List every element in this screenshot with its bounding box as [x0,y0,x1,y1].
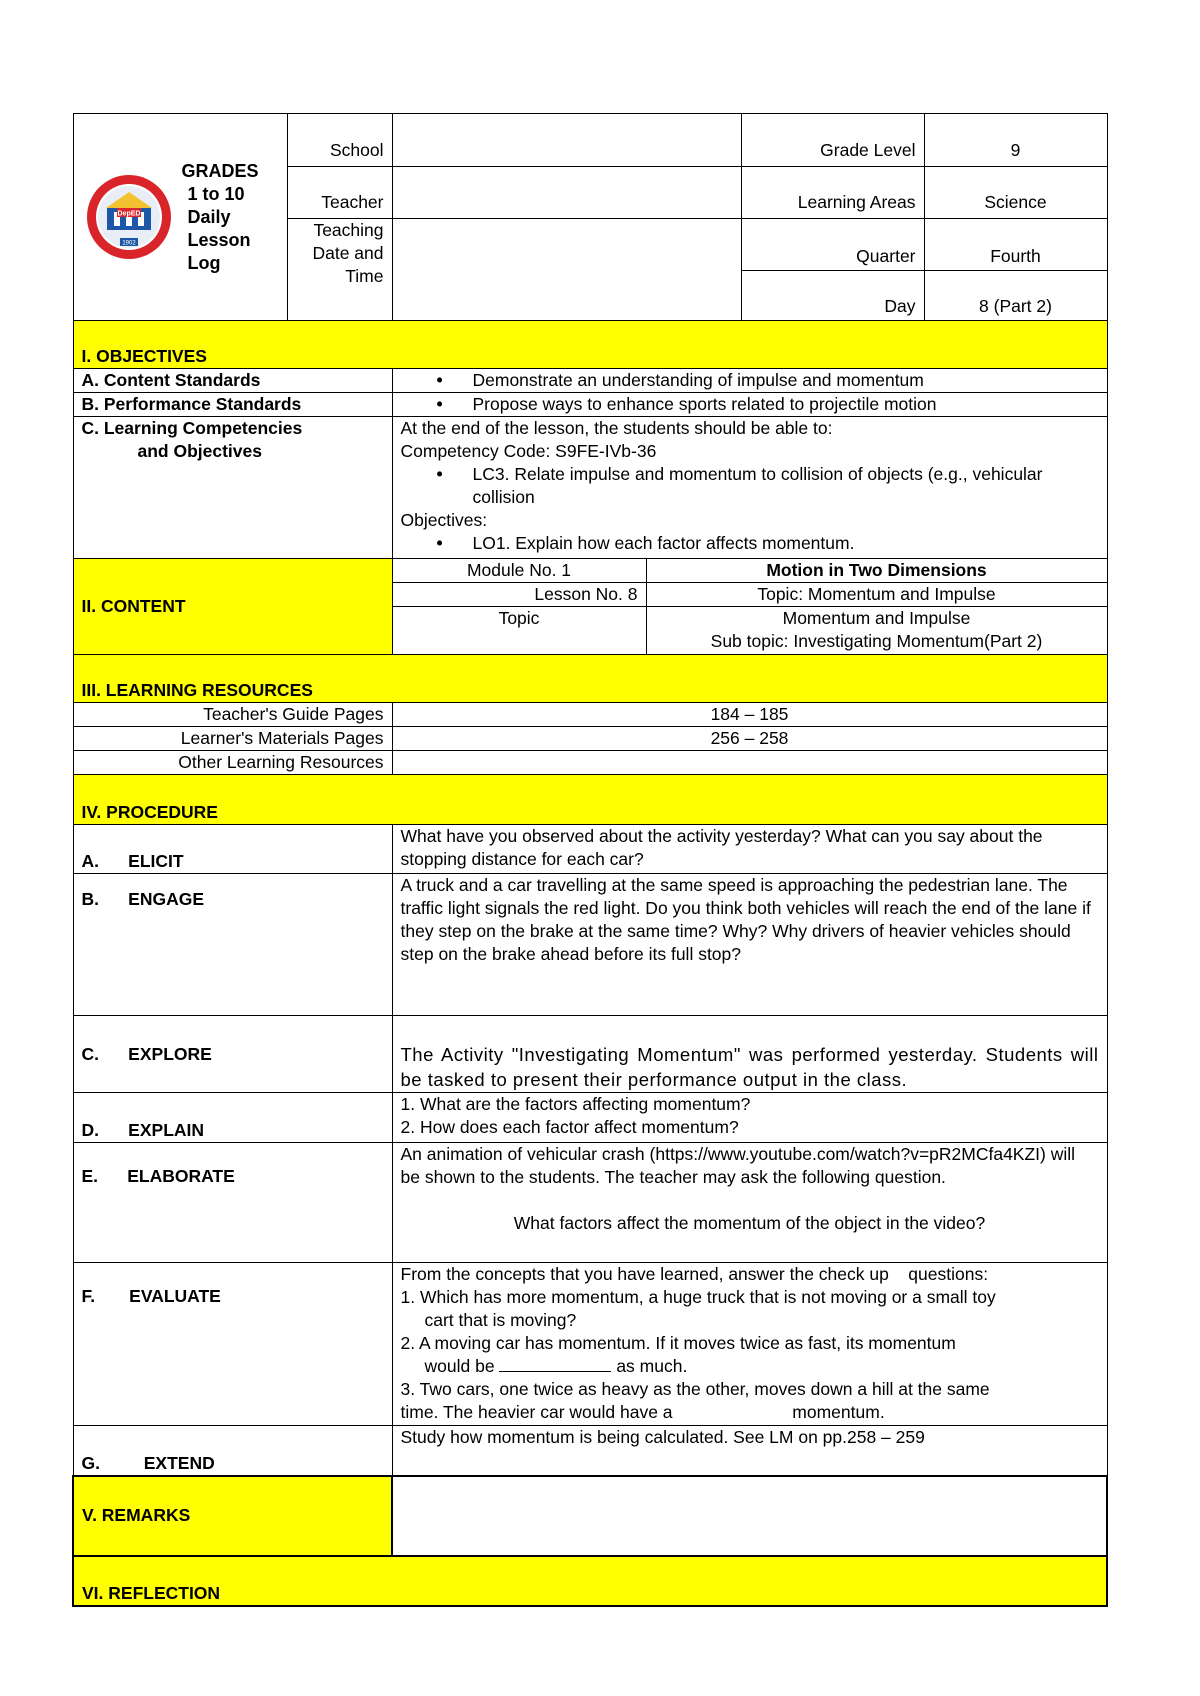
evaluate-question-3-cont [401,1401,1099,1424]
engage-text: A truck and a car travelling at the same speed is approaching the pedestrian lane. The traffic light signals the red light. Do you think both vehicles will reach the end of the lane if they step on the brake at the same time? Why? Why drivers of heavier vehicles should step on the brake ahead before its full stop? [392,874,1107,1016]
elaborate-text [392,1143,1107,1263]
performance-standards-bullet: • Propose ways to enhance sports related to projectile motion [473,393,1099,416]
title-line: Lesson [187,229,251,250]
teacher-value[interactable] [392,167,741,219]
date-label-line: Time [345,266,384,286]
explain-label: D. EXPLAIN [73,1093,392,1143]
teaching-date-label [287,219,392,321]
learning-resources-heading: III. LEARNING RESOURCES [73,655,1107,703]
lesson-label: Lesson No. 8 [392,583,646,607]
title-line: GRADES [181,160,259,181]
engage-label: B. ENGAGE [73,874,392,1016]
logo-year: 1902 [121,240,136,247]
competencies-label-line: C. Learning Competencies [81,418,303,438]
title-line: Daily [187,206,231,227]
teachers-guide-label: Teacher's Guide Pages [73,703,392,727]
learning-areas-value[interactable]: Science [924,167,1107,219]
lesson-log-table [72,113,1108,1607]
grade-level-value[interactable]: 9 [924,114,1107,167]
module-label: Module No. 1 [392,559,646,583]
title-line: 1 to 10 [187,183,245,204]
date-label-line: Date and [312,243,384,263]
teacher-label: Teacher [287,167,392,219]
quarter-label: Quarter [741,219,924,271]
procedure-heading: IV. PROCEDURE [73,775,1107,825]
reflection-heading: VI. REFLECTION [73,1556,1107,1606]
evaluate-intro: From the concepts that you have learned, answer the check up questions: [400,1264,989,1284]
evaluate-question-3: 3. Two cars, one twice as heavy as the other, moves down a hill at the same [400,1379,990,1399]
lesson-log-sheet [72,113,1106,1607]
day-value[interactable]: 8 (Part 2) [924,271,1107,321]
learners-materials-label: Learner's Materials Pages [73,727,392,751]
logo-text: DepED [117,210,140,218]
elaborate-label: E. ELABORATE [73,1143,392,1263]
grade-level-label: Grade Level [741,114,924,167]
teaching-date-value[interactable] [392,219,741,321]
subtopic-text: Sub topic: Investigating Momentum(Part 2) [710,631,1043,651]
module-value: Motion in Two Dimensions [646,559,1107,583]
content-standards-value [392,369,1107,393]
learners-materials-value: 256 – 258 [392,727,1107,751]
evaluate-question-2: 2. A moving car has momentum. If it moves twice as fast, its momentum [400,1333,956,1353]
evaluate-q2-pre: would be [424,1356,495,1376]
remarks-value[interactable] [392,1476,1107,1556]
evaluate-q3-post: momentum. [792,1402,885,1422]
evaluate-q3-pre: time. The heavier car would have a [400,1402,673,1422]
learning-areas-label: Learning Areas [741,167,924,219]
date-label-line: Teaching [313,220,384,240]
extend-label: G. EXTEND [73,1426,392,1476]
explain-text [392,1093,1107,1143]
competencies-value [392,417,1107,559]
objectives-label: Objectives: [400,510,488,530]
elaborate-description: An animation of vehicular crash (https://www.youtube.com/watch?v=pR2MCfa4KZI) will be shown to the students. The teacher may ask the following question. [400,1144,1076,1187]
competency-code: Competency Code: S9FE-IVb-36 [400,441,657,461]
remarks-heading: V. REMARKS [73,1476,392,1556]
content-heading: II. CONTENT [73,559,392,655]
evaluate-text [392,1263,1107,1426]
day-label: Day [741,271,924,321]
school-label: School [287,114,392,167]
performance-standards-label: B. Performance Standards [73,393,392,417]
header-title [182,160,259,275]
title-line: Log [187,252,221,273]
objective-lo1: • LO1. Explain how each factor affects momentum. [473,532,1099,555]
content-standards-label: A. Content Standards [73,369,392,393]
topic-value [646,607,1107,655]
deped-seal-logo [86,174,172,260]
header-logo-cell [73,114,287,321]
explore-label: C. EXPLORE [73,1016,392,1093]
lesson-value: Topic: Momentum and Impulse [646,583,1107,607]
competencies-label [73,417,392,559]
evaluate-question-1: 1. Which has more momentum, a huge truck that is not moving or a small toy [400,1287,996,1307]
evaluate-label: F. EVALUATE [73,1263,392,1426]
school-value[interactable] [392,114,741,167]
evaluate-question-1-cont: cart that is moving? [424,1310,577,1330]
explain-question-1: 1. What are the factors affecting momentum? [400,1094,751,1114]
performance-standards-value [392,393,1107,417]
elicit-label: A. ELICIT [73,825,392,874]
competencies-label-line: and Objectives [137,441,262,461]
elaborate-question: What factors affect the momentum of the object in the video? [513,1213,986,1233]
content-standards-bullet: • Demonstrate an understanding of impulse and momentum [473,369,1099,392]
other-resources-value[interactable] [392,751,1107,775]
explain-question-2: 2. How does each factor affect momentum? [400,1117,739,1137]
quarter-value[interactable]: Fourth [924,219,1107,271]
teachers-guide-value: 184 – 185 [392,703,1107,727]
topic-text: Momentum and Impulse [782,608,971,628]
other-resources-label: Other Learning Resources [73,751,392,775]
answer-blank[interactable] [499,1355,611,1372]
objectives-heading: I. OBJECTIVES [73,321,1107,369]
topic-label: Topic [392,607,646,655]
elicit-text: What have you observed about the activity yesterday? What can you say about the stopping distance for each car? [392,825,1107,874]
competencies-intro: At the end of the lesson, the students should be able to: [400,418,833,438]
competency-lc3: • LC3. Relate impulse and momentum to collision of objects (e.g., vehicular collision [473,463,1099,509]
extend-text: Study how momentum is being calculated. See LM on pp.258 – 259 [392,1426,1107,1476]
evaluate-q2-post: as much. [616,1356,688,1376]
explore-text: The Activity "Investigating Momentum" was performed yesterday. Students will be tasked to present their performance output in the class. [392,1016,1107,1093]
evaluate-question-2-cont [401,1355,1099,1378]
